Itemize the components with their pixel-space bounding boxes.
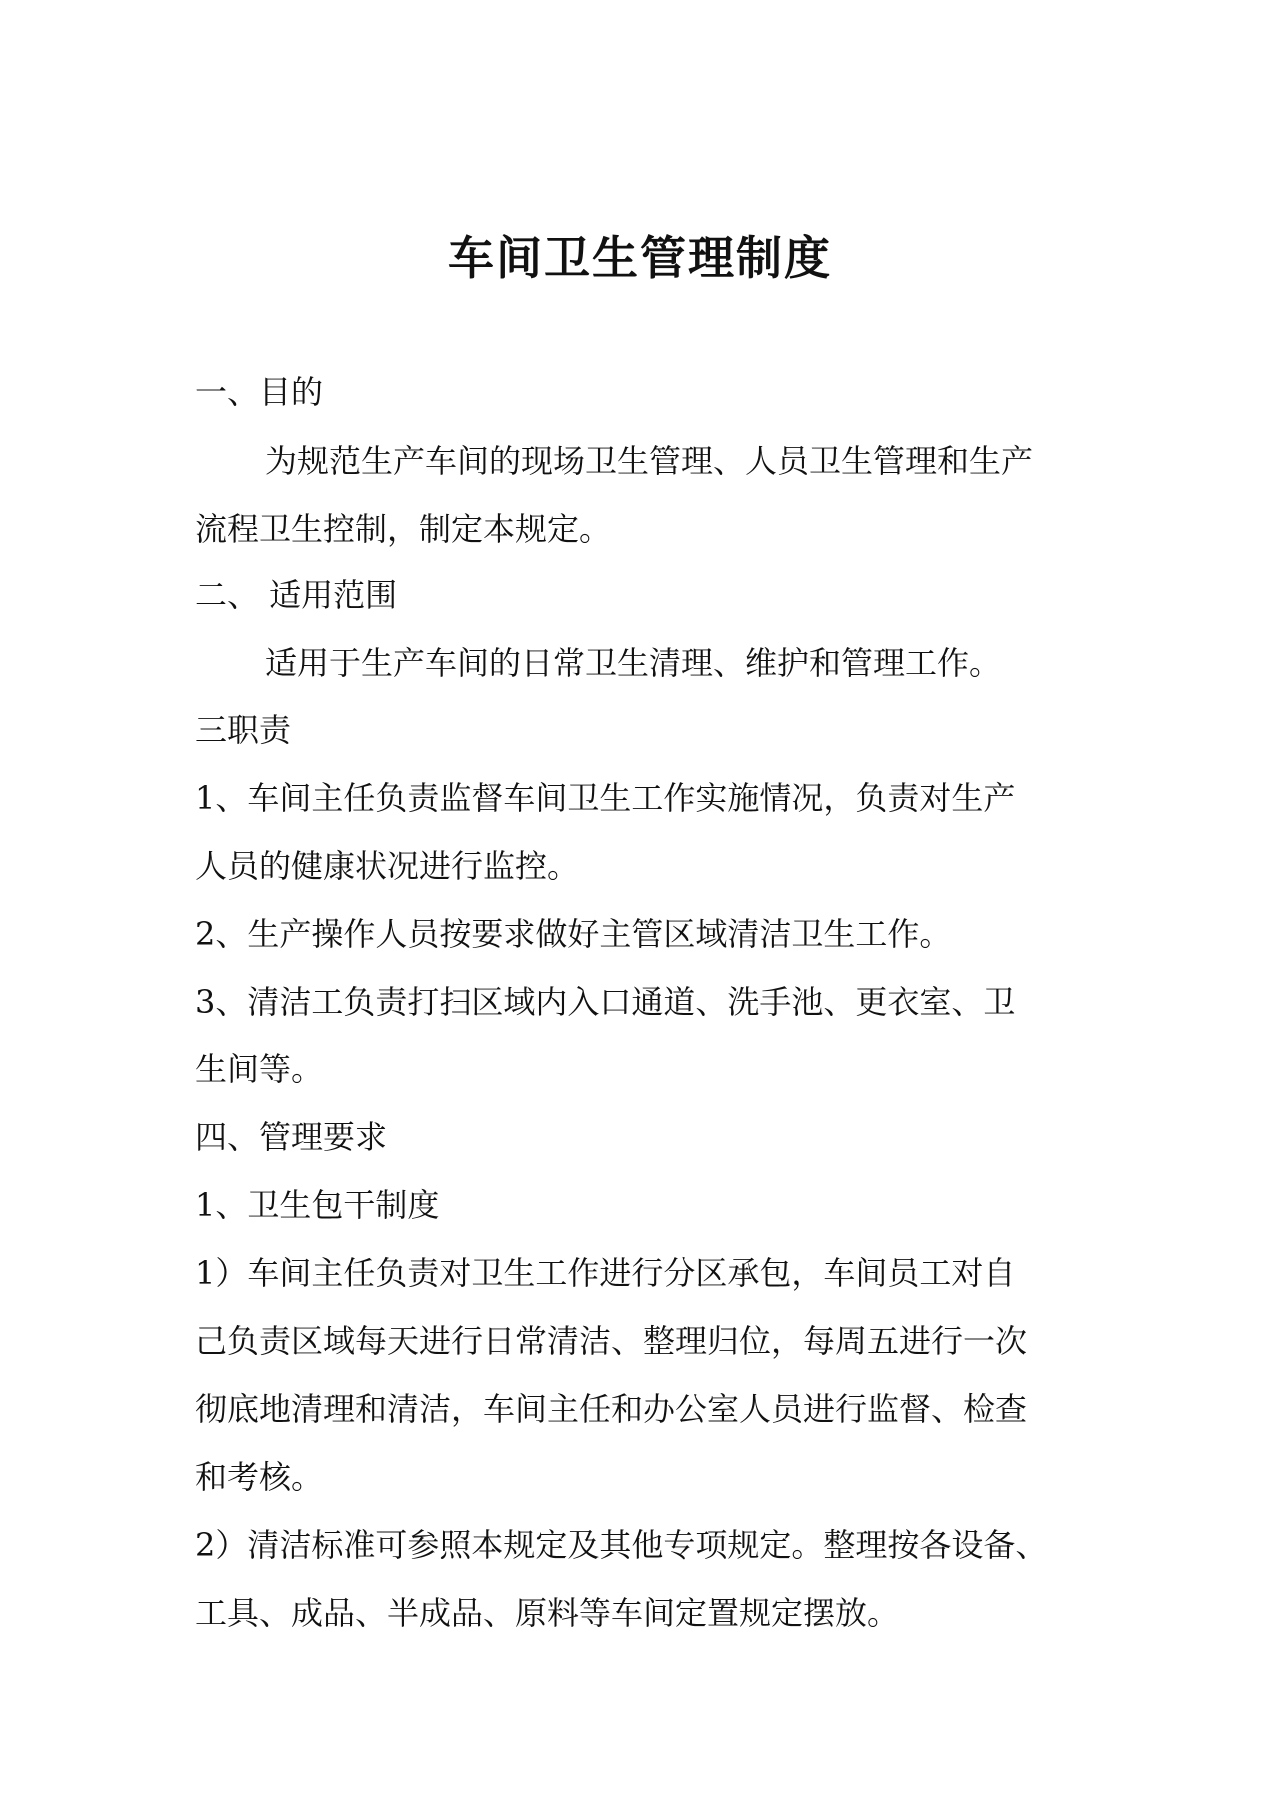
section-heading-purpose: 一、目的 [195,373,324,411]
paragraph-line: 适用于生产车间的日常卫生清理、维护和管理工作。 [265,644,1002,682]
paragraph-line: 生间等。 [195,1050,324,1088]
paragraph-line: 1）车间主任负责对卫生工作进行分区承包，车间员工对自 [195,1254,1016,1292]
paragraph-line: 和考核。 [195,1458,324,1496]
paragraph-line: 为规范生产车间的现场卫生管理、人员卫生管理和生产 [265,442,1034,480]
paragraph-line: 工具、成品、半成品、原料等车间定置规定摆放。 [195,1594,900,1632]
section-heading-scope: 二、 适用范围 [195,576,398,614]
document-title: 车间卫生管理制度 [448,231,832,285]
paragraph-line: 2、生产操作人员按要求做好主管区域清洁卫生工作。 [195,915,952,953]
paragraph-line: 人员的健康状况进行监控。 [195,847,580,885]
section-heading-requirements: 四、管理要求 [195,1118,388,1156]
paragraph-line: 1、车间主任负责监督车间卫生工作实施情况，负责对生产 [195,779,1016,817]
paragraph-line: 己负责区域每天进行日常清洁、整理归位，每周五进行一次 [195,1322,1028,1360]
paragraph-line: 3、清洁工负责打扫区域内入口通道、洗手池、更衣室、卫 [195,983,1016,1021]
paragraph-line: 彻底地清理和清洁，车间主任和办公室人员进行监督、检查 [195,1390,1028,1428]
section-heading-duties: 三职责 [195,711,292,749]
paragraph-line: 流程卫生控制，制定本规定。 [195,510,612,548]
subsection-heading: 1、卫生包干制度 [195,1186,440,1224]
paragraph-line: 2）清洁标准可参照本规定及其他专项规定。整理按各设备、 [195,1526,1048,1564]
